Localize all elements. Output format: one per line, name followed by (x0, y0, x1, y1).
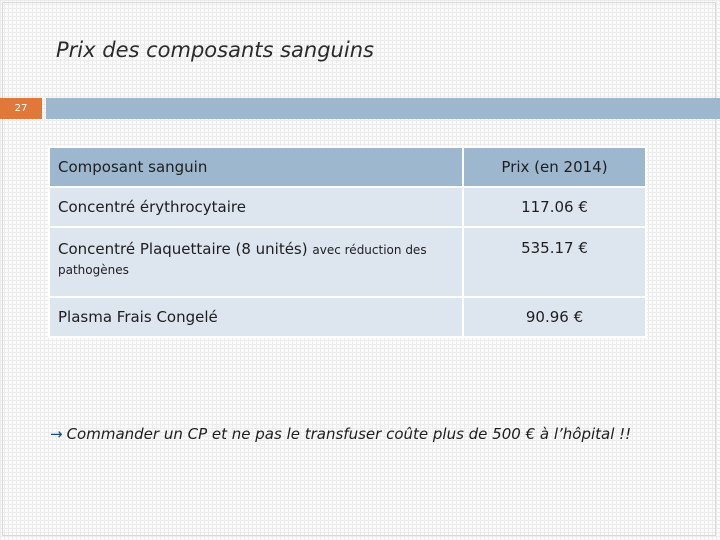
right-arrow-icon: → (50, 425, 63, 443)
title-divider-bar (46, 98, 720, 119)
component-cell: Plasma Frais Congelé (49, 297, 463, 337)
table-row (49, 227, 646, 297)
conclusion-note (50, 425, 631, 443)
table-header-row (49, 147, 646, 187)
slide-number-badge (0, 98, 42, 119)
slide-number: 27 (14, 103, 28, 114)
price-cell: 90.96 € (463, 297, 646, 337)
header-price: Prix (en 2014) (463, 147, 646, 187)
price-cell: 117.06 € (463, 187, 646, 227)
price-table (48, 146, 647, 338)
component-cell (49, 227, 463, 297)
table-row (49, 297, 646, 337)
header-component: Composant sanguin (49, 147, 463, 187)
price-cell: 535.17 € (463, 227, 646, 297)
component-name: Concentré Plaquettaire (8 unités) (58, 240, 308, 258)
table-row (49, 187, 646, 227)
component-cell: Concentré érythrocytaire (49, 187, 463, 227)
note-text: Commander un CP et ne pas le transfuser coûte plus de 500 € à l’hôpital !! (66, 425, 632, 443)
slide-title: Prix des composants sanguins (56, 38, 374, 62)
component-note: avec réduction des pathogènes (58, 243, 427, 277)
